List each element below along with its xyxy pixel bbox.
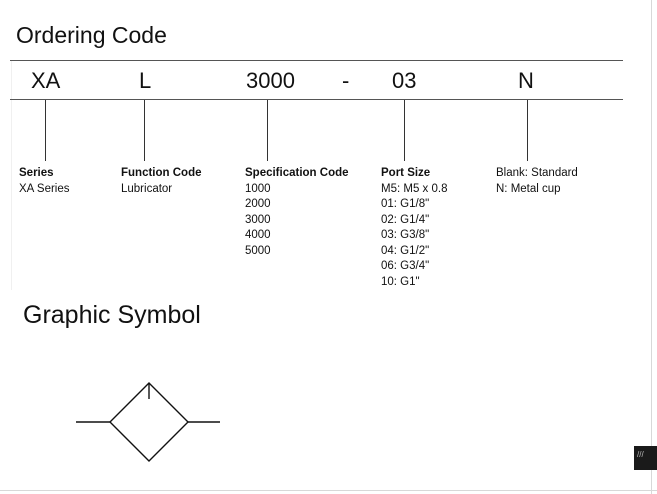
page-right-border [651, 0, 652, 494]
code-series: XA [31, 68, 61, 93]
lubricator-symbol-icon [70, 375, 230, 470]
function-block [121, 166, 202, 197]
series-block [19, 166, 70, 197]
top-rule [10, 60, 623, 61]
page-left-border [11, 60, 12, 290]
port-value: M5: M5 x 0.8 [381, 182, 448, 195]
port-value: 02: G1/4" [381, 213, 430, 226]
series-title: Series [19, 167, 54, 179]
leader-option [527, 100, 528, 161]
leader-series [45, 100, 46, 161]
spec-value: 1000 [245, 182, 271, 195]
port-value: 04: G1/2" [381, 244, 430, 257]
graphic-symbol-title: Graphic Symbol [23, 301, 201, 329]
port-title: Port Size [381, 167, 431, 179]
spec-title: Specification Code [245, 167, 349, 179]
port-value: 01: G1/8" [381, 198, 430, 210]
port-value: 06: G3/4" [381, 260, 430, 272]
series-value: XA Series [19, 182, 70, 195]
bottom-rule [10, 99, 623, 100]
leader-function [144, 100, 145, 161]
option-value: Blank: Standard [496, 167, 578, 179]
spec-value: 3000 [245, 213, 271, 226]
code-dash: - [342, 68, 350, 93]
function-value: Lubricator [121, 182, 173, 195]
corner-widget-icon[interactable] [634, 446, 657, 470]
page-bottom-border [0, 490, 657, 491]
option-block [496, 166, 578, 197]
port-value: 03: G3/8" [381, 229, 430, 241]
code-port: 03 [392, 68, 417, 93]
spec-block [245, 166, 349, 259]
port-block [381, 166, 447, 290]
ordering-code-title: Ordering Code [16, 22, 167, 48]
code-option: N [518, 68, 534, 93]
option-value: N: Metal cup [496, 182, 561, 195]
code-spec: 3000 [246, 68, 295, 93]
spec-value: 4000 [245, 229, 271, 241]
leader-port [404, 100, 405, 161]
code-function: L [139, 68, 152, 93]
spec-value: 2000 [245, 198, 271, 210]
port-value: 10: G1" [381, 275, 420, 288]
leader-spec [267, 100, 268, 161]
spec-value: 5000 [245, 244, 271, 257]
corner-glyph: /// [637, 450, 644, 459]
function-title: Function Code [121, 167, 202, 179]
